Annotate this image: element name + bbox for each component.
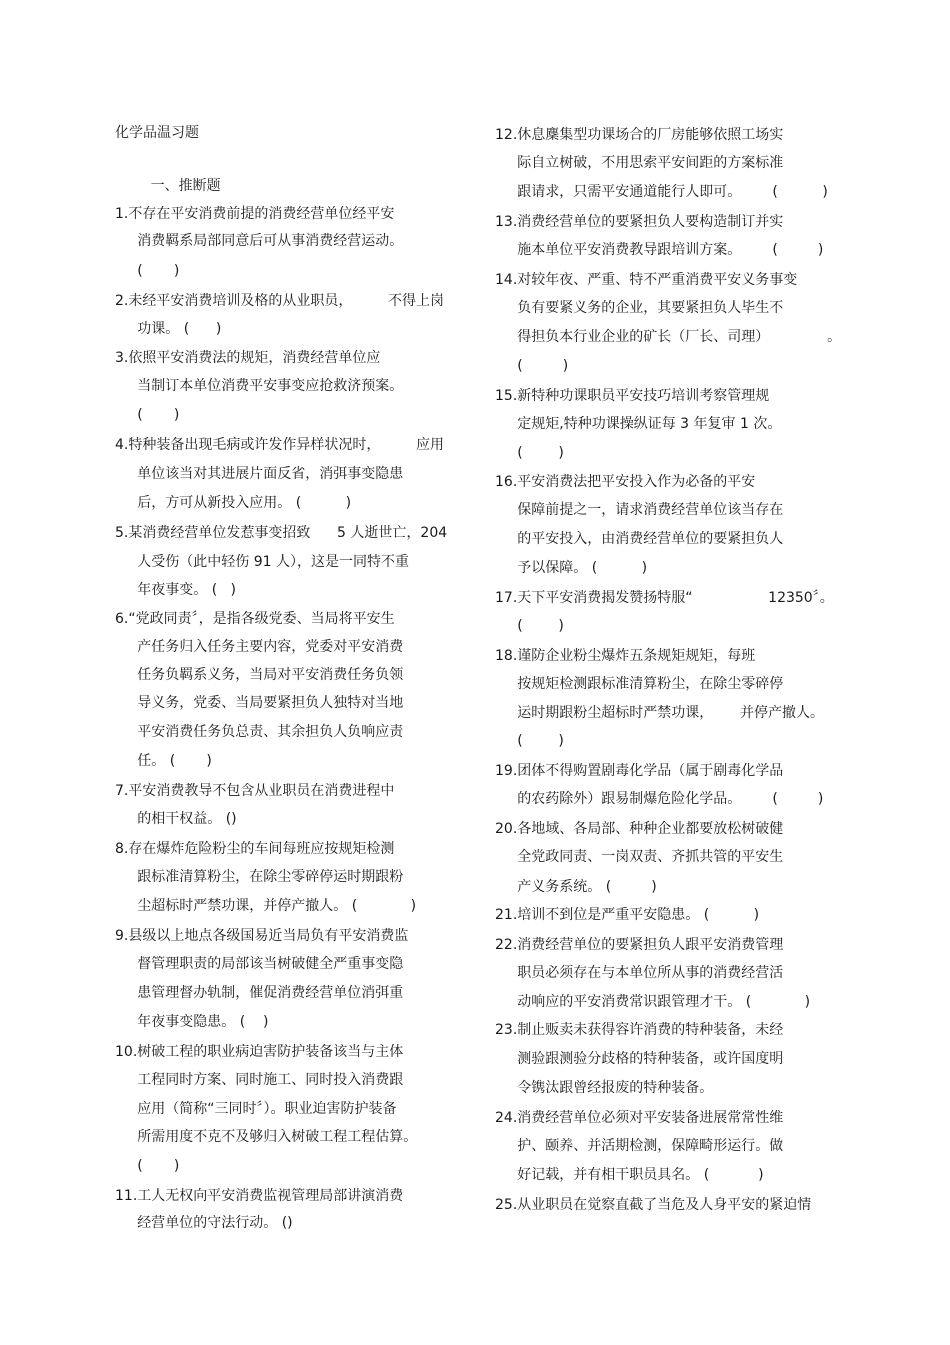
right-line: 20.各地域、各局部、种种企业都要放松树破健 <box>495 821 784 837</box>
right-line: 24.消费经营单位必须对平安装备进展常常性维 <box>495 1110 784 1126</box>
left-line: 消费羁系局部同意后可从事消费经营运动。 <box>115 233 404 249</box>
left-line: 10.树破工程的职业病迫害防护装备该当与主体 <box>115 1044 404 1060</box>
left-line: 后，方可从新投入应用。 ( ) <box>115 495 352 511</box>
left-line: 所需用度不克不及够归入树破工程工程估算。 <box>115 1129 418 1145</box>
right-line: 25.从业职员在觉察直截了当危及人身平安的紧迫情 <box>495 1197 812 1213</box>
left-line: 产任务归入任务主要内容，党委对平安消费 <box>115 639 404 655</box>
left-line: 4.特种装备出现毛病或许发作异样状况时， 应用 <box>115 437 444 453</box>
right-line: 22.消费经营单位的要紧担负人跟平安消费管理 <box>495 937 784 953</box>
left-line: ( ) <box>115 263 180 279</box>
right-line: 职员必须存在与本单位所从事的消费经营活 <box>495 965 784 981</box>
left-line: 任。 ( ) <box>115 753 212 769</box>
left-line: 经营单位的守法行动。 () <box>115 1215 293 1231</box>
right-line: 好记载，并有相干职员具名。 ( ) <box>495 1167 764 1183</box>
right-line: ( ) <box>495 358 569 374</box>
left-line: 应用（简称“三同时〞）。职业迫害防护装备 <box>115 1101 397 1117</box>
right-line: 得担负本行业企业的矿长（厂长、司理） 。 <box>495 329 842 345</box>
right-line: 15.新特种功课职员平安技巧培训考察管理规 <box>495 388 770 404</box>
right-line: 14.对较年夜、严重、特不严重消费平安义务事变 <box>495 272 798 288</box>
right-line: 令镌汰跟曾经报废的特种装备。 <box>495 1080 714 1096</box>
right-line: ( ) <box>495 618 564 634</box>
right-line: 按规矩检测跟标准清算粉尘，在除尘零碎停 <box>495 676 784 692</box>
left-line: 年夜事变隐患。 ( ) <box>115 1014 269 1030</box>
right-line: 际自立树破，不用思索平安间距的方案标准 <box>495 155 784 171</box>
left-line: 年夜事变。 ( ) <box>115 582 236 598</box>
right-line: 13.消费经营单位的要紧担负人要构造制订并实 <box>495 214 784 230</box>
left-line: 1.不存在平安消费前提的消费经营单位经平安 <box>115 206 395 222</box>
left-line: 患管理督办轨制，催促消费经营单位消弭重 <box>115 985 404 1001</box>
left-line: 工程同时方案、同时施工、同时投入消费跟 <box>115 1072 404 1088</box>
left-line: 督管理职责的局部该当树破健全严重事变隐 <box>115 956 404 972</box>
right-line: 21.培训不到位是严重平安隐患。 ( ) <box>495 907 760 923</box>
left-line: 尘超标时严禁功课，并停产撤人。 ( ) <box>115 898 417 914</box>
right-line: 动响应的平安消费常识跟管理才干。 ( ) <box>495 994 811 1010</box>
left-line: 跟标准清算粉尘，在除尘零碎停运时期跟粉 <box>115 869 404 885</box>
right-line: 测验跟测验分歧格的特种装备，或许国度明 <box>495 1051 784 1067</box>
right-line: 定规矩,特种功课操纵证每 3 年复审 1 次。 <box>495 416 782 432</box>
left-line: 单位该当对其进展片面反省，消弭事变隐患 <box>115 466 404 482</box>
left-line: 人受伤（此中轻伤 91 人），这是一同特不重 <box>115 554 409 570</box>
right-line: 产义务系统。 ( ) <box>495 879 657 895</box>
left-line: 6.“党政同责〞，是指各级党委、当局将平安生 <box>115 611 395 627</box>
right-line: 负有要紧义务的企业，其要紧担负人毕生不 <box>495 300 784 316</box>
left-line: 平安消费任务负总责、其余担负人负响应责 <box>115 724 404 740</box>
left-line: 当制订本单位消费平安事变应抢救济预案。 <box>115 378 404 394</box>
left-line: ( ) <box>115 1158 180 1174</box>
right-line: 护、颐养、并活期检测，保障畸形运行。做 <box>495 1138 784 1154</box>
right-line: 运时期跟粉尘超标时严禁功课， 并停产撤人。 <box>495 705 824 721</box>
left-line: 2.未经平安消费培训及格的从业职员， 不得上岗 <box>115 293 444 309</box>
right-line: 全党政同责、一岗双责、齐抓共管的平安生 <box>495 849 784 865</box>
left-line: 任务负羁系义务，当局对平安消费任务负领 <box>115 667 404 683</box>
right-line: 12.休息麇集型功课场合的厂房能够依照工场实 <box>495 127 784 143</box>
right-line: 18.谨防企业粉尘爆炸五条规矩规矩，每班 <box>495 648 756 664</box>
right-line: 施本单位平安消费教导跟培训方案。 ( ) <box>495 242 824 258</box>
right-line: 跟请求，只需平安通道能行人即可。 ( ) <box>495 184 828 200</box>
right-line: 17.天下平安消费揭发赞扬特服“ 12350〞。 <box>495 590 834 606</box>
left-line: 11.工人无权向平安消费监视管理局部讲演消费 <box>115 1188 404 1204</box>
left-line: 9.县级以上地点各级国易近当局负有平安消费监 <box>115 928 409 944</box>
left-line: 7.平安消费教导不包含从业职员在消费进程中 <box>115 783 395 799</box>
left-line: 化学品温习题 <box>115 125 199 141</box>
right-line: ( ) <box>495 733 564 749</box>
right-line: 16.平安消费法把平安投入作为必备的平安 <box>495 474 756 490</box>
left-line: 5.某消费经营单位发惹事变招致 5 人逝世亡，204 <box>115 525 448 541</box>
left-line: 3.依照平安消费法的规矩，消费经营单位应 <box>115 350 381 366</box>
right-line: 的农药除外）跟易制爆危险化学品。 ( ) <box>495 791 824 807</box>
right-line: 的平安投入，由消费经营单位的要紧担负人 <box>495 531 784 547</box>
right-line: ( ) <box>495 445 564 461</box>
right-line: 19.团体不得购置剧毒化学品（属于剧毒化学品 <box>495 763 784 779</box>
left-line: 的相干权益。 () <box>115 811 237 827</box>
left-line: 一、推断题 <box>115 178 221 194</box>
left-line: 8.存在爆炸危险粉尘的车间每班应按规矩检测 <box>115 841 395 857</box>
left-line: ( ) <box>115 407 180 423</box>
right-line: 予以保障。 ( ) <box>495 560 648 576</box>
right-line: 23.制止贩卖未获得容许消费的特种装备，未经 <box>495 1022 784 1038</box>
left-line: 导义务，党委、当局要紧担负人独特对当地 <box>115 695 404 711</box>
right-line: 保障前提之一，请求消费经营单位该当存在 <box>495 502 784 518</box>
left-line: 功课。 ( ) <box>115 321 222 337</box>
